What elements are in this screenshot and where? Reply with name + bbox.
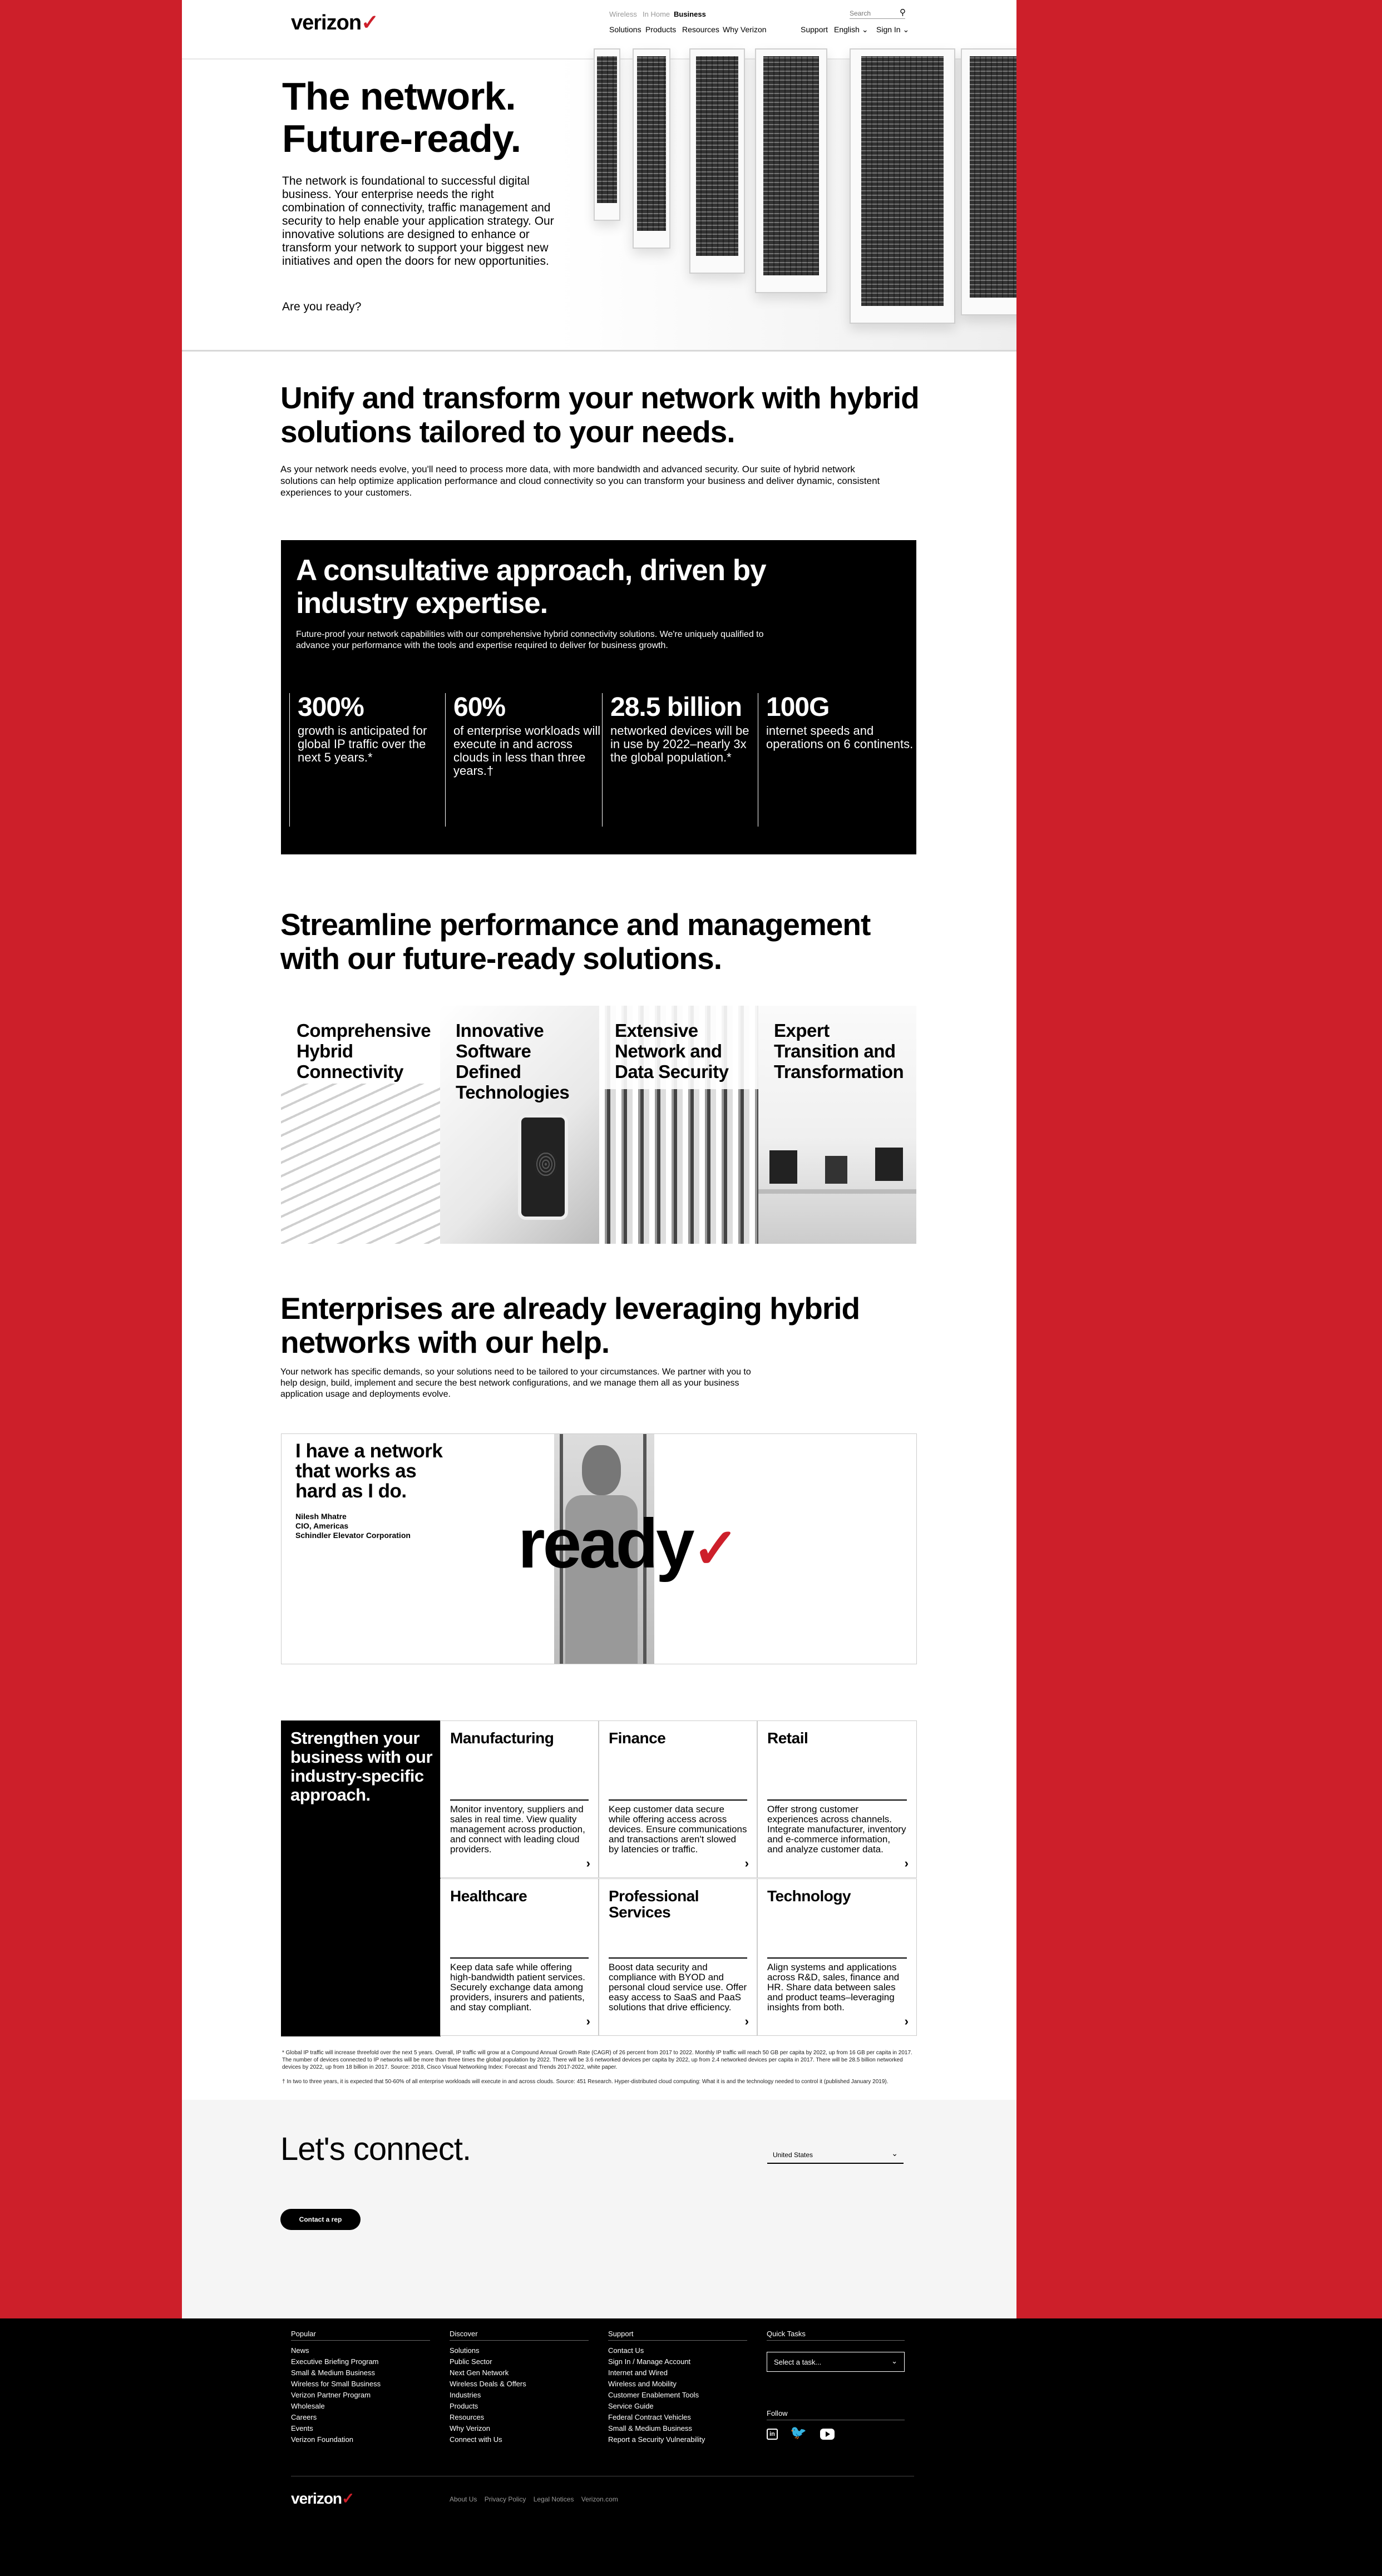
connect-heading: Let's connect.: [280, 2131, 471, 2167]
sign-in-menu[interactable]: Sign In ⌄: [876, 25, 910, 34]
footer-link[interactable]: Wireless for Small Business: [291, 2380, 381, 2388]
footer-link[interactable]: Wireless and Mobility: [608, 2380, 677, 2388]
consultative-section: [281, 540, 916, 854]
footer-link[interactable]: Solutions: [450, 2346, 480, 2355]
hero-cta-text: Are you ready?: [282, 300, 362, 313]
chevron-right-icon[interactable]: ›: [586, 2014, 590, 2028]
footer-col-title: Discover: [450, 2330, 589, 2341]
industry-card-retail[interactable]: [757, 1720, 917, 1878]
footer-col-title: Quick Tasks: [767, 2330, 905, 2341]
footer-link[interactable]: Events: [291, 2424, 313, 2432]
tile-title: Extensive Network and Data Security: [615, 1020, 729, 1082]
footer-link[interactable]: Federal Contract Vehicles: [608, 2413, 691, 2421]
footer-link[interactable]: Executive Briefing Program: [291, 2357, 379, 2366]
industry-card-manufacturing[interactable]: [440, 1720, 599, 1878]
industry-name: Healthcare: [450, 1887, 527, 1905]
chevron-right-icon[interactable]: ›: [586, 1856, 590, 1870]
stat-value: 28.5 billion: [610, 693, 742, 722]
stat-speeds: [758, 693, 914, 827]
tile-software-defined[interactable]: [440, 1006, 599, 1244]
footer-verizon-logo[interactable]: verizon✓: [291, 2490, 354, 2507]
verizon-logo[interactable]: verizon✓: [291, 11, 378, 34]
industry-name: Finance: [609, 1729, 666, 1747]
industry-name: Technology: [767, 1887, 851, 1905]
tile-transition[interactable]: [758, 1006, 916, 1244]
stat-desc: internet speeds and operations on 6 continents.: [766, 724, 914, 751]
footer-link[interactable]: Report a Security Vulnerability: [608, 2435, 705, 2444]
connect-section: [182, 2100, 1016, 2318]
footer-link[interactable]: Products: [450, 2402, 478, 2410]
contact-rep-button[interactable]: Contact a rep: [280, 2209, 361, 2230]
stat-devices: [602, 693, 758, 827]
leverage-body: Your network has specific demands, so your solutions need to be tailored to your circumstances. We partner with you to help design, build, implement and secure the best network configurations, and we manage them all as your business application usage and deployments evolve.: [280, 1367, 751, 1399]
verizon-com-link[interactable]: Verizon.com: [581, 2495, 618, 2503]
unify-body: As your network needs evolve, you'll need to process more data, with more bandwidth and advanced security. Our suite of hybrid network solutions can help optimize application performance and cloud connectivity so you can transform your business and deliver dynamic, consistent experiences to your customers.: [280, 464, 880, 498]
footer-col-title: Popular: [291, 2330, 430, 2341]
footnote-workloads: † In two to three years, it is expected that 50-60% of all enterprise workloads will execute in and across clouds. Source: 451 Research. Hyper-distributed cloud computing: What it is and the technology needed to control it (published January 2019).: [282, 2079, 889, 2085]
legal-notices-link[interactable]: Legal Notices: [533, 2495, 574, 2503]
footer-col-discover: [450, 2330, 589, 2445]
stat-desc: networked devices will be in use by 2022–nearly 3x the global population.*: [610, 724, 749, 764]
footer-legal-links: [450, 2495, 618, 2503]
linkedin-icon[interactable]: in: [767, 2429, 778, 2440]
footer-link[interactable]: Careers: [291, 2413, 317, 2421]
server-rack-image: [594, 48, 620, 221]
consult-heading: A consultative approach, driven by industry expertise.: [296, 554, 766, 620]
unify-heading: Unify and transform your network with hybrid solutions tailored to your needs.: [280, 380, 919, 449]
server-rack-image: [689, 48, 745, 274]
hero-title: The network. Future-ready.: [282, 75, 521, 160]
footer-link[interactable]: Internet and Wired: [608, 2369, 668, 2377]
page: [182, 0, 1016, 2318]
person-role: CIO, Americas: [295, 1521, 349, 1530]
privacy-policy-link[interactable]: Privacy Policy: [484, 2495, 526, 2503]
tile-hybrid-connectivity[interactable]: [281, 1006, 440, 1244]
chevron-right-icon[interactable]: ›: [744, 2014, 749, 2028]
footer-link[interactable]: Wholesale: [291, 2402, 325, 2410]
footer-link[interactable]: Verizon Partner Program: [291, 2391, 371, 2399]
testimonial-quote: I have a network that works as hard as I do.: [295, 1440, 443, 1502]
server-rack-image: [961, 48, 1016, 315]
footer-link[interactable]: Next Gen Network: [450, 2369, 509, 2377]
stat-desc: of enterprise workloads will execute in and across clouds in less than three years.†: [453, 724, 601, 778]
footer-link[interactable]: Resources: [450, 2413, 485, 2421]
consult-body: Future-proof your network capabilities with our comprehensive hybrid connectivity solutions. We're uniquely qualified to advance your performance with the tools and expertise required to deliver for business growth.: [296, 630, 764, 650]
stat-value: 60%: [453, 693, 506, 722]
stat-value: 300%: [298, 693, 364, 722]
footer-link[interactable]: Verizon Foundation: [291, 2435, 354, 2444]
footer-col-support: [608, 2330, 747, 2445]
nav-why-verizon[interactable]: Why Verizon: [723, 25, 767, 34]
nav-products[interactable]: Products: [645, 25, 677, 34]
industry-name: Manufacturing: [450, 1729, 554, 1747]
chevron-down-icon: ⌄: [861, 25, 868, 34]
stat-desc: growth is anticipated for global IP traffic over the next 5 years.*: [298, 724, 427, 764]
tile-network-security[interactable]: [599, 1006, 758, 1244]
nav-solutions[interactable]: Solutions: [609, 25, 641, 34]
search-input[interactable]: [850, 8, 905, 19]
industry-desc: Align systems and applications across R&D, sales, finance and HR. Share data between sales and product teams–leveraging insights from both.: [767, 1962, 900, 2013]
top-link-in-home[interactable]: In Home: [643, 10, 670, 18]
industry-card-finance[interactable]: [599, 1720, 757, 1878]
follow-title: Follow: [767, 2409, 905, 2420]
stat-ip-traffic: [289, 693, 445, 827]
chevron-down-icon: ⌄: [902, 25, 910, 34]
about-us-link[interactable]: About Us: [450, 2495, 477, 2503]
nav-resources[interactable]: Resources: [682, 25, 719, 34]
industry-card-professional-services[interactable]: [599, 1878, 757, 2036]
hero-section: [182, 60, 1016, 352]
stat-value: 100G: [766, 693, 830, 722]
footer-link[interactable]: Small & Medium Business: [608, 2424, 692, 2432]
footer-col-popular: [291, 2330, 430, 2445]
chevron-right-icon[interactable]: ›: [744, 1856, 749, 1870]
country-select[interactable]: United States ⌄: [767, 2144, 904, 2164]
leverage-heading: Enterprises are already leveraging hybrid networks with our help.: [280, 1291, 860, 1359]
nav-support[interactable]: Support: [801, 25, 828, 34]
footer: [0, 2318, 1382, 2576]
industry-desc: Monitor inventory, suppliers and sales in real time. View quality management across production, and connect with leading cloud providers.: [450, 1804, 585, 1855]
footer-link[interactable]: Customer Enablement Tools: [608, 2391, 699, 2399]
testimonial-attribution: [295, 1512, 411, 1540]
tile-title: Comprehensive Hybrid Connectivity: [297, 1020, 431, 1082]
twitter-icon[interactable]: 🐦: [790, 2425, 807, 2440]
industry-desc: Offer strong customer experiences across channels. Integrate manufacturer, inventory and e-commerce information, and analyze customer data.: [767, 1804, 906, 1855]
server-rack-image: [850, 48, 955, 324]
industry-card-healthcare[interactable]: [440, 1878, 599, 2036]
industry-intro-panel: [281, 1720, 441, 2036]
person-company: Schindler Elevator Corporation: [295, 1531, 411, 1540]
chevron-right-icon[interactable]: ›: [904, 2014, 909, 2028]
footer-col-quick-tasks: [767, 2330, 905, 2440]
quick-task-select[interactable]: Select a task... ⌄: [767, 2352, 905, 2372]
footer-link[interactable]: Industries: [450, 2391, 481, 2399]
top-link-business[interactable]: Business: [674, 10, 706, 18]
stat-workloads: [445, 693, 601, 827]
footer-link[interactable]: Contact Us: [608, 2346, 644, 2355]
footer-link[interactable]: Public Sector: [450, 2357, 492, 2366]
top-link-wireless[interactable]: Wireless: [609, 10, 637, 18]
footer-link[interactable]: Small & Medium Business: [291, 2369, 375, 2377]
footer-link[interactable]: Connect with Us: [450, 2435, 502, 2444]
industry-name: Professional Services: [609, 1887, 699, 1921]
search-icon[interactable]: ⚲: [900, 8, 906, 17]
tile-title: Expert Transition and Transformation: [774, 1020, 904, 1082]
youtube-icon[interactable]: [820, 2429, 835, 2440]
language-select[interactable]: English ⌄: [834, 25, 868, 34]
testimonial-card[interactable]: [281, 1433, 917, 1664]
industry-desc: Boost data security and compliance with BYOD and personal cloud service use. Offer easy access to SaaS and PaaS solutions that drive efficiency.: [609, 1962, 747, 2013]
footer-link[interactable]: Sign In / Manage Account: [608, 2357, 691, 2366]
footer-link[interactable]: Service Guide: [608, 2402, 654, 2410]
industry-desc: Keep data safe while offering high-bandwidth patient services. Securely exchange data among providers, insurers and patients, and stay compliant.: [450, 1962, 585, 2013]
industry-card-technology[interactable]: [757, 1878, 917, 2036]
footer-col-title: Support: [608, 2330, 747, 2341]
chevron-down-icon: ⌄: [891, 2357, 897, 2365]
streamline-heading: Streamline performance and management with our future-ready solutions.: [280, 907, 871, 976]
industry-intro: Strengthen your business with our industry-specific approach.: [290, 1728, 433, 1804]
tile-title: Innovative Software Defined Technologies: [456, 1020, 570, 1102]
industry-desc: Keep customer data secure while offering access across devices. Ensure communications and transactions aren't slowed by latencies or traffic.: [609, 1804, 747, 1855]
server-rack-image: [755, 48, 827, 293]
footer-link[interactable]: News: [291, 2346, 309, 2355]
industry-name: Retail: [767, 1729, 808, 1747]
person-name: Nilesh Mhatre: [295, 1512, 347, 1521]
ready-wordmark: ready✓: [518, 1505, 737, 1583]
chevron-right-icon[interactable]: ›: [904, 1856, 909, 1870]
footnote-ip-traffic: * Global IP traffic will increase threefold over the next 5 years. Overall, IP traffic will grow at a Compound Annual Growth Rate (CAGR) of 26 percent from 2017 to 2022. Monthly IP traffic will reach 50 GB per capita by 2022, up from 16 GB per capita in 2017. The number of devices connected to IP networks will be more than three times the global population by 2022. There will be 3.6 networked devices per capita by 2022, up from 2.4 networked devices per capita in 2017. There will be 28.5 billion networked devices by 2022, up from 18 billion in 2017. Source: 2018, Cisco Visual Networking Index: Forecast and Trends 2017-2022, white paper.: [282, 2050, 912, 2070]
server-rack-image: [633, 48, 670, 249]
footer-link[interactable]: Wireless Deals & Offers: [450, 2380, 526, 2388]
hero-body: The network is foundational to successful digital business. Your enterprise needs the right combination of connectivity, traffic management and security to help enable your application strategy. Our innovative solutions are designed to enhance or transform your network to support your biggest new initiatives and open the doors for new opportunities.: [282, 175, 554, 268]
footer-link[interactable]: Why Verizon: [450, 2424, 490, 2432]
chevron-down-icon: ⌄: [891, 2149, 898, 2158]
